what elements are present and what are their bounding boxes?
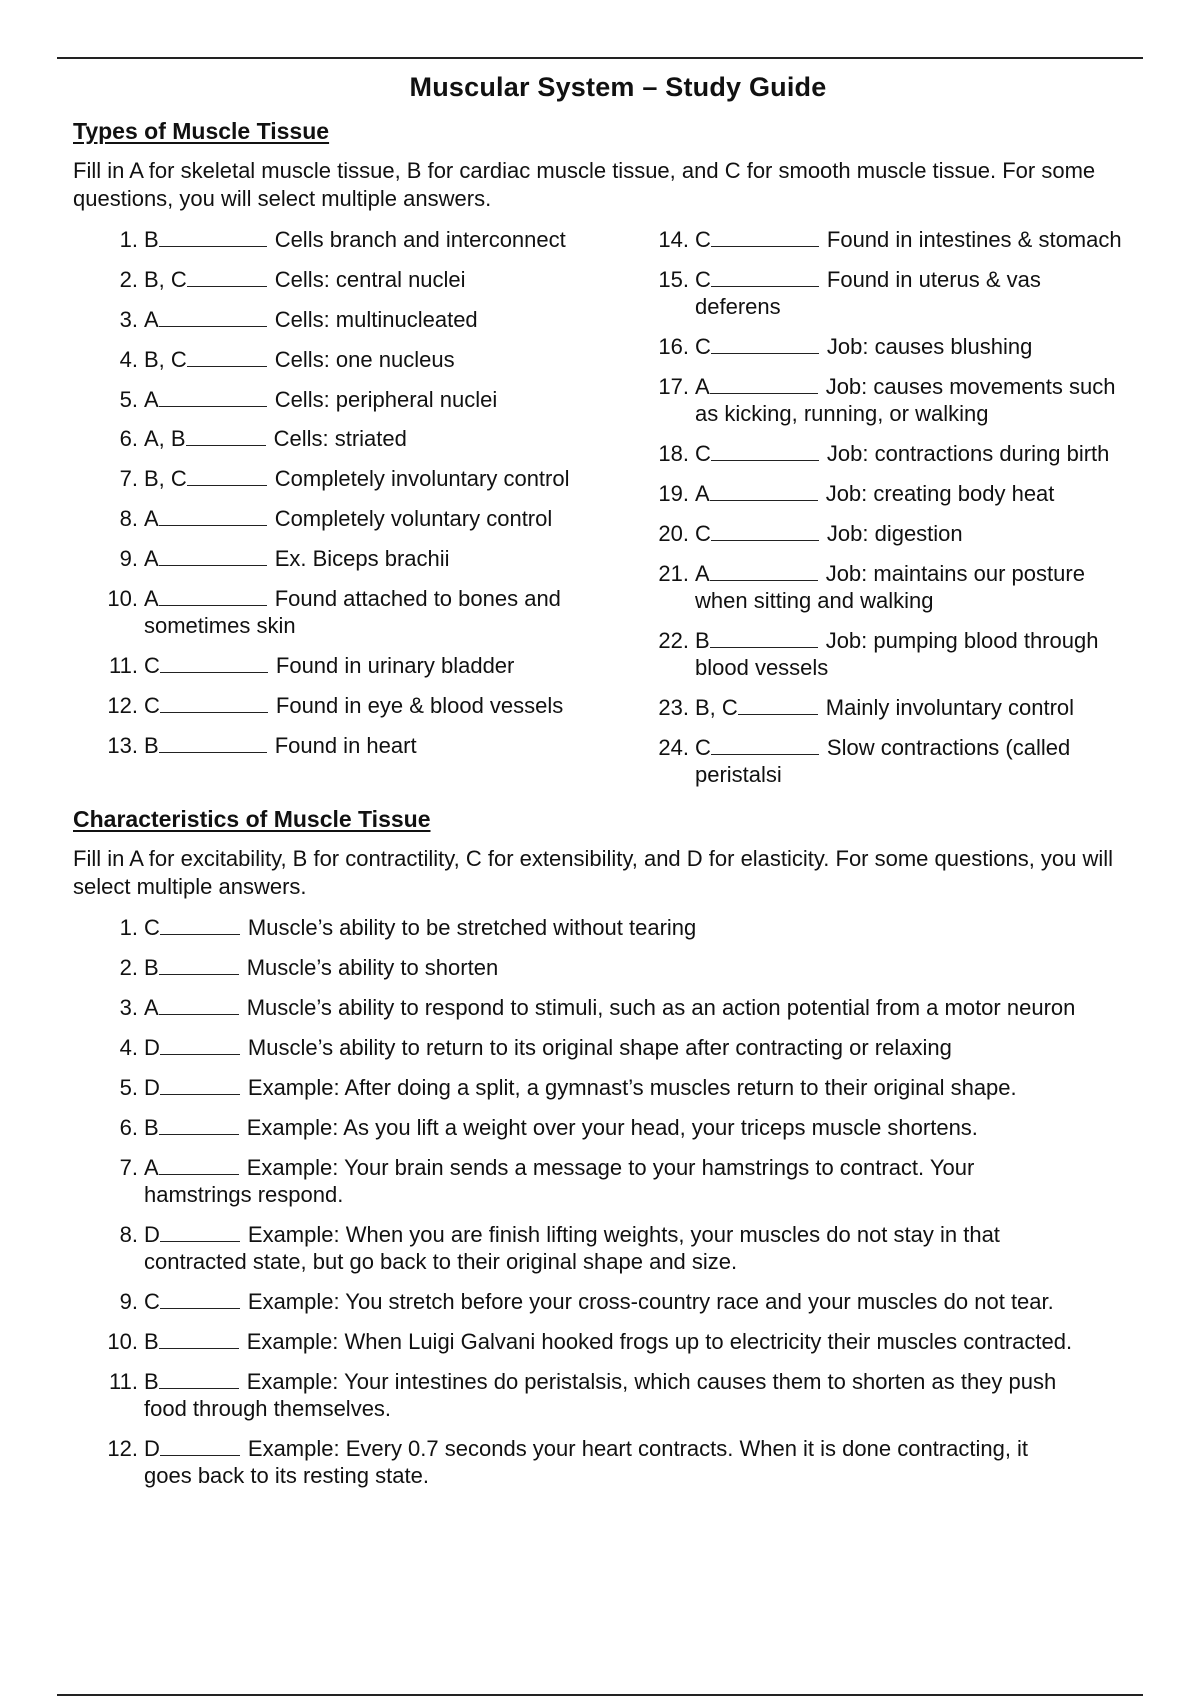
answer-text: A — [144, 307, 159, 332]
question-item — [100, 1221, 1000, 1275]
question-text: Job: pumping blood through — [825, 628, 1099, 653]
page-title: Muscular System – Study Guide — [409, 72, 827, 102]
answer-text: B — [144, 227, 159, 252]
question-number: 10. — [107, 1329, 138, 1354]
question-number: 7. — [119, 1155, 138, 1180]
section-heading-characteristics: Characteristics of Muscle Tissue — [73, 806, 431, 832]
question-line — [651, 333, 1032, 360]
question-item — [100, 1114, 978, 1141]
question-line — [100, 1114, 978, 1141]
question-number: 4. — [119, 347, 138, 372]
question-number: 9. — [119, 546, 138, 571]
question-number: 9. — [119, 1289, 138, 1314]
question-number: 19. — [658, 481, 689, 506]
answer-text: C — [695, 521, 711, 546]
answer-text: C — [695, 441, 711, 466]
question-line — [100, 1034, 952, 1061]
answer-text: C — [695, 267, 711, 292]
question-number: 16. — [658, 334, 689, 359]
question-item — [651, 734, 1070, 788]
question-item — [651, 440, 1109, 467]
question-number: 8. — [119, 1222, 138, 1247]
question-text: Example: You stretch before your cross-country race and your muscles do not tear. — [247, 1289, 1054, 1314]
question-line — [100, 266, 466, 293]
question-line — [651, 560, 1085, 587]
answer-blank — [159, 547, 267, 566]
question-line — [100, 994, 1075, 1021]
question-number: 5. — [119, 1075, 138, 1100]
question-item — [100, 1074, 1017, 1101]
question-item — [651, 266, 1041, 320]
answer-text: B — [144, 1329, 159, 1354]
answer-text: C — [695, 227, 711, 252]
question-item — [100, 545, 450, 572]
question-item — [100, 652, 514, 679]
question-line — [651, 627, 1098, 654]
question-text: Found in heart — [274, 733, 417, 758]
question-number: 1. — [119, 227, 138, 252]
question-item — [100, 346, 455, 373]
question-item — [100, 732, 417, 759]
answer-text: B, C — [144, 466, 187, 491]
question-line — [100, 545, 450, 572]
question-item — [100, 386, 497, 413]
answer-blank — [160, 694, 268, 713]
answer-blank — [159, 734, 267, 753]
question-text: Found in intestines & stomach — [826, 227, 1122, 252]
answer-text: C — [144, 1289, 160, 1314]
section-instructions-characteristics: Fill in A for excitability, B for contractility, C for extensibility, and D for elasticity. For some questions, you will select multiple answers. — [73, 846, 1114, 899]
question-line — [100, 585, 561, 612]
question-item — [651, 333, 1032, 360]
question-text: Muscle’s ability to return to its original shape after contracting or relaxing — [247, 1035, 952, 1060]
answer-text: B — [695, 628, 710, 653]
question-text: Job: contractions during birth — [826, 441, 1110, 466]
question-text: Cells branch and interconnect — [274, 227, 566, 252]
answer-blank — [159, 1116, 239, 1135]
question-text-continued: contracted state, but go back to their original shape and size. — [144, 1249, 738, 1274]
answer-text: A — [144, 1155, 159, 1180]
answer-blank — [159, 1370, 239, 1389]
question-number: 3. — [119, 995, 138, 1020]
question-line — [651, 694, 1074, 721]
question-number: 20. — [658, 521, 689, 546]
question-item — [651, 226, 1122, 253]
question-line — [100, 346, 455, 373]
answer-text: C — [695, 735, 711, 760]
question-text: Cells: one nucleus — [274, 347, 455, 372]
answer-blank — [187, 348, 267, 367]
question-line — [100, 425, 407, 452]
question-item — [651, 520, 963, 547]
question-text: Slow contractions (called — [826, 735, 1071, 760]
question-text: Cells: multinucleated — [274, 307, 478, 332]
question-item — [651, 373, 1116, 427]
question-number: 22. — [658, 628, 689, 653]
answer-blank — [160, 1437, 240, 1456]
answer-blank — [186, 427, 266, 446]
question-number: 21. — [658, 561, 689, 586]
question-number: 8. — [119, 506, 138, 531]
question-item — [100, 692, 563, 719]
answer-text: B, C — [144, 267, 187, 292]
question-item — [100, 266, 466, 293]
question-number: 12. — [107, 693, 138, 718]
question-text-continued: deferens — [695, 294, 781, 319]
question-number: 1. — [119, 915, 138, 940]
question-number: 10. — [107, 586, 138, 611]
answer-text: C — [144, 653, 160, 678]
answer-blank — [159, 1156, 239, 1175]
answer-blank — [711, 442, 819, 461]
question-line — [100, 306, 478, 333]
question-number: 11. — [109, 1369, 138, 1394]
answer-blank — [160, 1223, 240, 1242]
answer-blank — [710, 482, 818, 501]
question-text: Example: When you are finish lifting weights, your muscles do not stay in that — [247, 1222, 1000, 1247]
question-item — [100, 954, 498, 981]
question-line — [651, 520, 963, 547]
answer-text: A — [144, 506, 159, 531]
question-text-continued: blood vessels — [695, 655, 829, 680]
question-item — [100, 1368, 1056, 1422]
question-line — [100, 1328, 1072, 1355]
question-number: 11. — [109, 653, 138, 678]
answer-text: A — [695, 561, 710, 586]
question-text: Job: causes blushing — [826, 334, 1033, 359]
question-line — [100, 1221, 1000, 1248]
question-line — [100, 954, 498, 981]
question-line — [100, 1154, 974, 1181]
question-text: Example: As you lift a weight over your head, your triceps muscle shortens. — [246, 1115, 978, 1140]
bottom-rule — [57, 1694, 1143, 1696]
question-line — [651, 480, 1054, 507]
question-text: Cells: striated — [273, 426, 407, 451]
question-text: Ex. Biceps brachii — [274, 546, 450, 571]
question-text: Example: Your brain sends a message to your hamstrings to contract. Your — [246, 1155, 975, 1180]
answer-blank — [187, 268, 267, 287]
answer-blank — [159, 956, 239, 975]
question-number: 15. — [658, 267, 689, 292]
answer-blank — [160, 1290, 240, 1309]
answer-text: D — [144, 1075, 160, 1100]
answer-text: A — [144, 546, 159, 571]
question-item — [100, 1328, 1072, 1355]
answer-text: A — [695, 481, 710, 506]
answer-blank — [711, 736, 819, 755]
answer-text: D — [144, 1035, 160, 1060]
answer-text: D — [144, 1436, 160, 1461]
question-line — [100, 1074, 1017, 1101]
question-text: Completely involuntary control — [274, 466, 570, 491]
answer-text: B — [144, 955, 159, 980]
answer-text: C — [144, 915, 160, 940]
question-line — [100, 1288, 1054, 1315]
question-item — [100, 306, 478, 333]
question-text-continued: sometimes skin — [144, 613, 296, 638]
answer-blank — [159, 308, 267, 327]
question-line — [100, 1368, 1056, 1395]
question-text-continued: hamstrings respond. — [144, 1182, 344, 1207]
question-number: 14. — [658, 227, 689, 252]
answer-text: A — [144, 995, 159, 1020]
question-number: 2. — [119, 955, 138, 980]
question-line — [100, 652, 514, 679]
question-text: Job: creating body heat — [825, 481, 1055, 506]
answer-blank — [187, 467, 267, 486]
question-number: 24. — [658, 735, 689, 760]
question-text: Job: digestion — [826, 521, 963, 546]
question-text-continued: when sitting and walking — [695, 588, 934, 613]
question-item — [651, 627, 1098, 681]
question-number: 12. — [107, 1436, 138, 1461]
question-line — [651, 734, 1070, 761]
top-rule — [57, 57, 1143, 59]
answer-blank — [159, 996, 239, 1015]
answer-text: B — [144, 1369, 159, 1394]
question-number: 6. — [119, 426, 138, 451]
question-line — [651, 440, 1109, 467]
section-instructions-types: Fill in A for skeletal muscle tissue, B for cardiac muscle tissue, and C for smooth muscle tissue. For some questions, you will select multiple answers. — [73, 158, 1096, 211]
answer-text: C — [144, 693, 160, 718]
question-line — [651, 226, 1122, 253]
question-number: 6. — [119, 1115, 138, 1140]
question-text: Cells: central nuclei — [274, 267, 466, 292]
question-number: 23. — [658, 695, 689, 720]
question-item — [651, 694, 1074, 721]
answer-text: B, C — [695, 695, 738, 720]
question-text: Found attached to bones and — [274, 586, 561, 611]
answer-blank — [159, 228, 267, 247]
question-number: 7. — [119, 466, 138, 491]
answer-blank — [711, 268, 819, 287]
answer-blank — [738, 696, 818, 715]
question-line — [100, 465, 570, 492]
question-text-continued: goes back to its resting state. — [144, 1463, 429, 1488]
question-text: Muscle’s ability to respond to stimuli, such as an action potential from a motor neuron — [246, 995, 1076, 1020]
question-line — [100, 226, 566, 253]
question-line — [100, 914, 696, 941]
question-text: Example: Every 0.7 seconds your heart contracts. When it is done contracting, it — [247, 1436, 1029, 1461]
question-item — [100, 226, 566, 253]
question-text: Muscle’s ability to be stretched without tearing — [247, 915, 697, 940]
question-item — [100, 914, 696, 941]
question-number: 4. — [119, 1035, 138, 1060]
answer-text: B, C — [144, 347, 187, 372]
question-number: 17. — [658, 374, 689, 399]
question-line — [100, 692, 563, 719]
answer-blank — [711, 335, 819, 354]
answer-blank — [160, 654, 268, 673]
question-text: Example: Your intestines do peristalsis, which causes them to shorten as they push — [246, 1369, 1057, 1394]
answer-blank — [160, 1076, 240, 1095]
question-number: 13. — [107, 733, 138, 758]
question-item — [100, 1154, 974, 1208]
question-item — [651, 480, 1054, 507]
question-text: Example: When Luigi Galvani hooked frogs up to electricity their muscles contracted. — [246, 1329, 1073, 1354]
answer-text: A — [695, 374, 710, 399]
question-text: Muscle’s ability to shorten — [246, 955, 499, 980]
question-line — [100, 1435, 1028, 1462]
answer-text: A — [144, 586, 159, 611]
question-text: Cells: peripheral nuclei — [274, 387, 498, 412]
question-number: 18. — [658, 441, 689, 466]
question-line — [100, 505, 552, 532]
answer-text: B — [144, 733, 159, 758]
answer-blank — [159, 388, 267, 407]
question-item — [100, 465, 570, 492]
answer-blank — [159, 587, 267, 606]
question-text: Mainly involuntary control — [825, 695, 1075, 720]
answer-blank — [160, 916, 240, 935]
question-item — [100, 994, 1075, 1021]
question-text: Example: After doing a split, a gymnast’s muscles return to their original shape. — [247, 1075, 1017, 1100]
question-item — [100, 425, 407, 452]
question-text: Found in eye & blood vessels — [275, 693, 564, 718]
question-item — [100, 585, 561, 639]
answer-text: A, B — [144, 426, 186, 451]
question-text: Job: causes movements such — [825, 374, 1116, 399]
question-item — [100, 1288, 1054, 1315]
answer-blank — [710, 375, 818, 394]
question-text-continued: food through themselves. — [144, 1396, 392, 1421]
question-text-continued: peristalsi — [695, 762, 782, 787]
question-number: 2. — [119, 267, 138, 292]
answer-text: A — [144, 387, 159, 412]
section-heading-types: Types of Muscle Tissue — [73, 118, 330, 144]
answer-blank — [160, 1036, 240, 1055]
answer-blank — [159, 507, 267, 526]
question-text: Job: maintains our posture — [825, 561, 1085, 586]
answer-blank — [711, 228, 819, 247]
question-line — [100, 386, 497, 413]
question-item — [100, 1034, 952, 1061]
question-text-continued: as kicking, running, or walking — [695, 401, 989, 426]
question-item — [100, 1435, 1028, 1489]
answer-blank — [711, 522, 819, 541]
question-line — [651, 266, 1041, 293]
answer-text: B — [144, 1115, 159, 1140]
question-item — [651, 560, 1085, 614]
question-text: Completely voluntary control — [274, 506, 553, 531]
question-number: 3. — [119, 307, 138, 332]
question-item — [100, 505, 552, 532]
answer-blank — [710, 562, 818, 581]
question-line — [651, 373, 1116, 400]
answer-text: C — [695, 334, 711, 359]
question-text: Found in uterus & vas — [826, 267, 1041, 292]
question-line — [100, 732, 417, 759]
answer-text: D — [144, 1222, 160, 1247]
answer-blank — [159, 1330, 239, 1349]
question-number: 5. — [119, 387, 138, 412]
question-text: Found in urinary bladder — [275, 653, 515, 678]
answer-blank — [710, 629, 818, 648]
